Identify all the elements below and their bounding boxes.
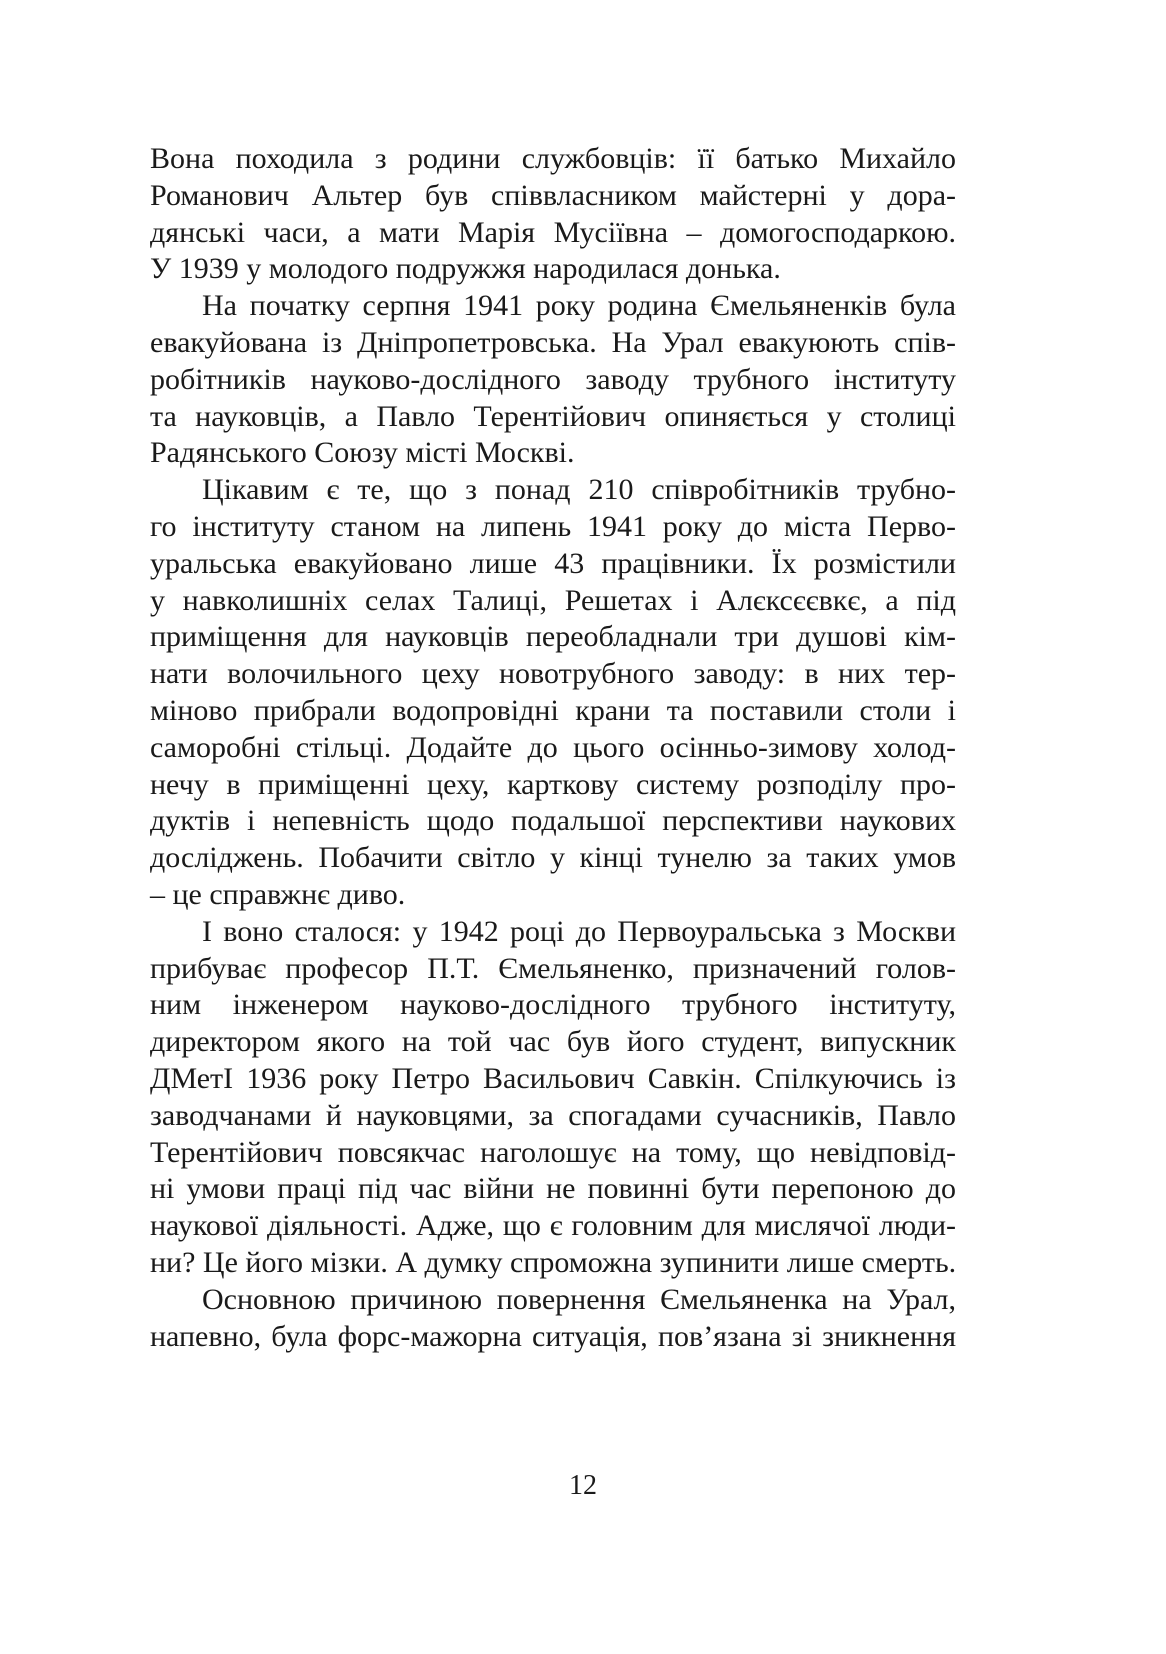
- body-text: [150, 141, 956, 1355]
- text-line: Радянського Союзу місті Москві.: [150, 436, 575, 470]
- text-line: дянські часи, а мати Марія Мусіївна – домогосподаркою.: [150, 215, 956, 249]
- text-line: саморобні стільці. Додайте до цього осінньо-зимову холод-: [150, 730, 956, 764]
- text-line: директором якого на той час був його студент, випускник: [150, 1025, 956, 1059]
- text-line: прибуває професор П.Т. Ємельяненко, призначений голов-: [150, 951, 956, 985]
- paragraph: [150, 1282, 956, 1356]
- text-line: напевно, була форс-мажорна ситуація, пов’язана зі зникнення: [150, 1319, 956, 1353]
- text-line: приміщення для науковців переобладнали три душові кім-: [150, 620, 956, 654]
- text-line: – це справжнє диво.: [150, 877, 406, 911]
- paragraph: [150, 288, 956, 472]
- text-line: уральська евакуйовано лише 43 працівники. Їх розмістили: [150, 546, 956, 580]
- text-line: дуктів і непевність щодо подальшої перспективи наукових: [150, 804, 956, 838]
- text-line: евакуйована із Дніпропетровська. На Урал евакуюють спів-: [150, 325, 956, 359]
- text-line: та науковців, а Павло Терентійович опиняється у столиці: [150, 399, 956, 433]
- text-line: Романович Альтер був співвласником майстерні у дора-: [150, 178, 956, 212]
- page-number: 12: [569, 1470, 597, 1501]
- paragraph: [150, 914, 956, 1282]
- text-line: нечу в приміщенні цеху, карткову систему розподілу про-: [150, 767, 956, 801]
- paragraph: [150, 141, 956, 288]
- text-line: Цікавим є те, що з понад 210 співробітників трубно-: [202, 473, 956, 507]
- text-line: робітників науково-дослідного заводу трубного інституту: [150, 362, 956, 396]
- text-line: На початку серпня 1941 року родина Ємельяненків була: [202, 289, 956, 323]
- text-line: ні умови праці під час війни не повинні бути перепоною до: [150, 1172, 956, 1206]
- text-line: міново прибрали водопровідні крани та поставили столи і: [150, 693, 956, 727]
- text-line: ним інженером науково-дослідного трубного інституту,: [150, 988, 956, 1022]
- text-line: Терентійович повсякчас наголошує на тому, що невідповід-: [150, 1135, 956, 1169]
- text-line: ДМетІ 1936 року Петро Васильович Савкін. Спілкуючись із: [150, 1061, 956, 1095]
- text-line: І воно сталося: у 1942 році до Первоуральська з Москви: [202, 914, 956, 948]
- text-line: Вона походила з родини службовців: її батько Михайло: [150, 142, 956, 175]
- text-line: досліджень. Побачити світло у кінці тунелю за таких умов: [150, 841, 956, 875]
- text-line: нати волочильного цеху новотрубного заводу: в них тер-: [150, 657, 956, 691]
- paragraph: [150, 472, 956, 914]
- text-line: У 1939 у молодого подружжя народилася донька.: [150, 252, 781, 286]
- text-line: у навколишніх селах Талиці, Решетах і Алєксєєвкє, а під: [150, 583, 956, 617]
- text-line: Основною причиною повернення Ємельяненка на Урал,: [202, 1282, 956, 1316]
- text-line: го інституту станом на липень 1941 року до міста Перво-: [150, 509, 956, 543]
- text-line: наукової діяльності. Адже, що є головним для мислячої люди-: [150, 1209, 956, 1243]
- text-line: заводчанами й науковцями, за спогадами сучасників, Павло: [150, 1098, 956, 1132]
- text-line: ни? Це його мізки. А думку спроможна зупинити лише смерть.: [150, 1245, 957, 1279]
